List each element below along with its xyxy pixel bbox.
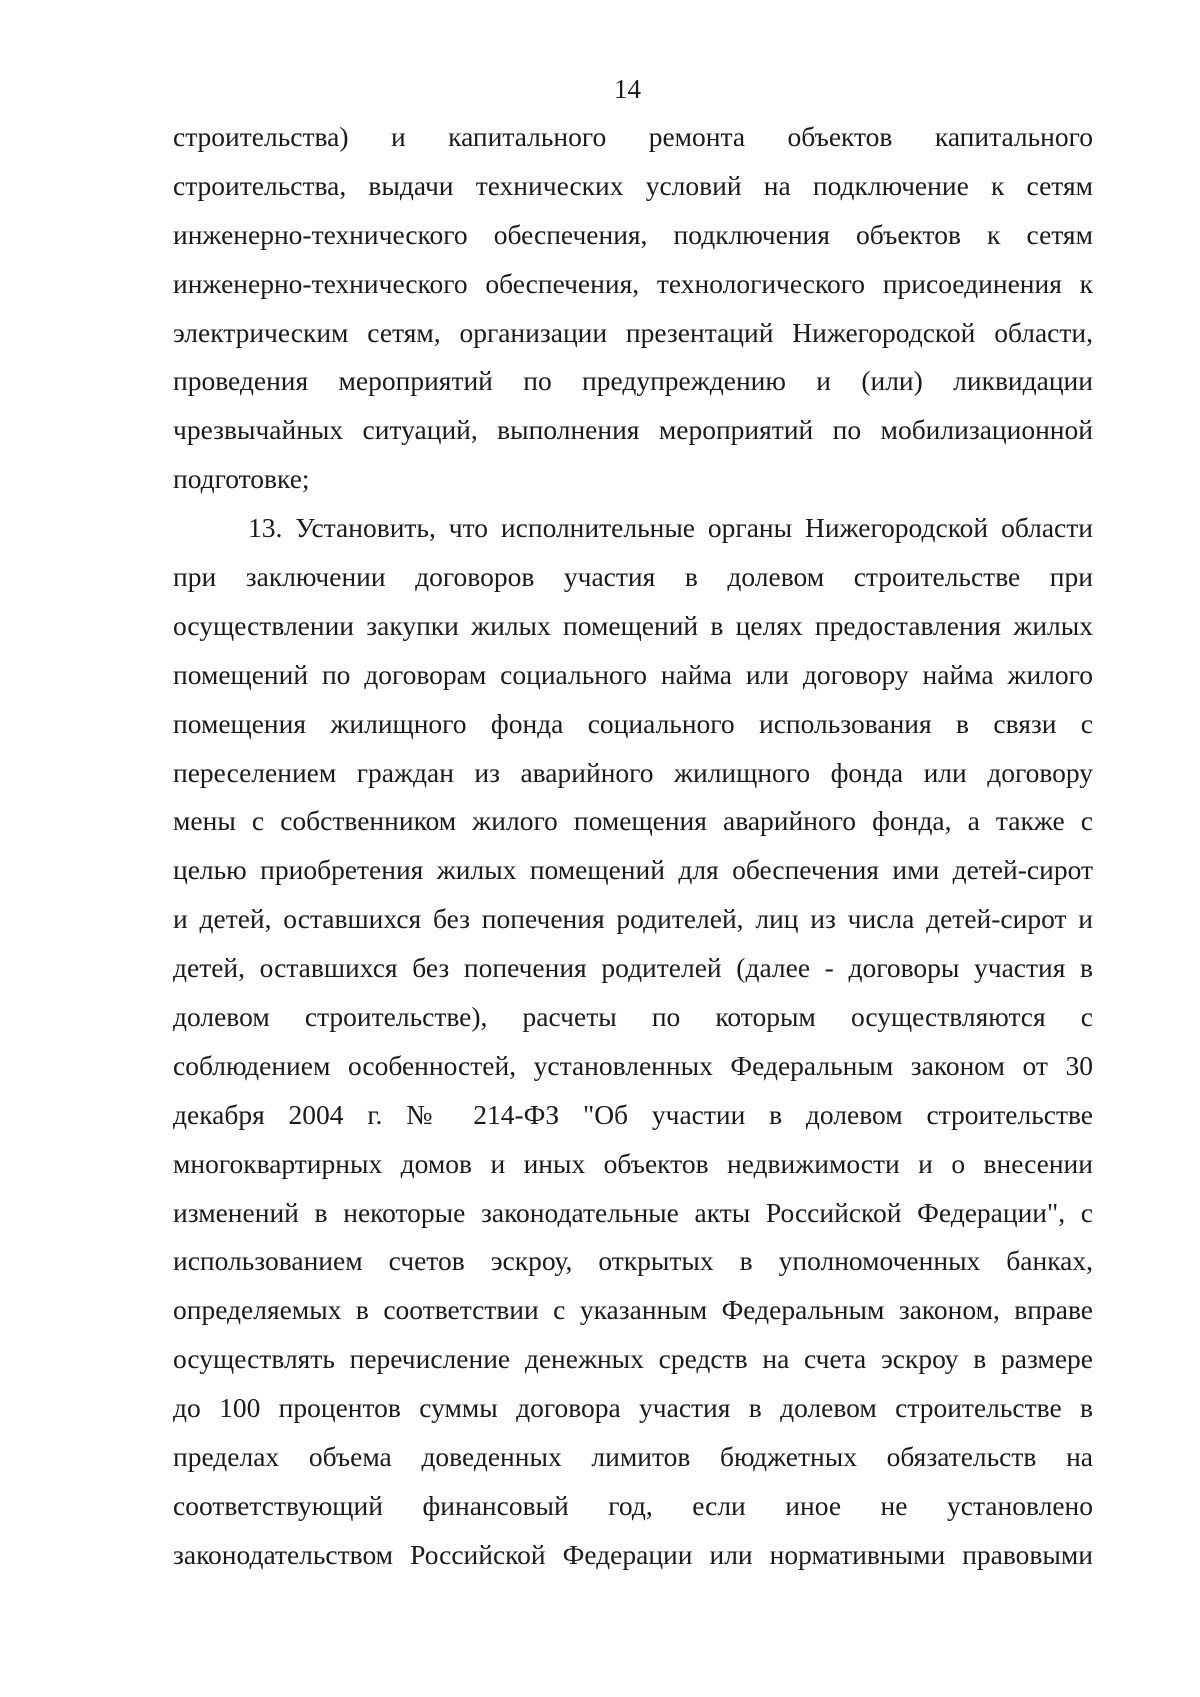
text-line: проведения мероприятий по предупреждению и (или) ликвидации xyxy=(173,365,1093,397)
text-line: соответствующий финансовый год, если иное не установлено xyxy=(173,1489,1093,1521)
text-line: пределах объема доведенных лимитов бюджетных обязательств на xyxy=(173,1441,1093,1473)
text-line: детей, оставшихся без попечения родителей (далее - договоры участия в xyxy=(173,952,1093,984)
text-line: использованием счетов эскроу, открытых в уполномоченных банках, xyxy=(173,1245,1093,1277)
text-line: помещения жилищного фонда социального использования в связи с xyxy=(173,707,1093,739)
text-line: осуществлении закупки жилых помещений в целях предоставления жилых xyxy=(173,609,1093,641)
text-line: инженерно-технического обеспечения, подключения объектов к сетям xyxy=(173,218,1093,250)
text-line: многоквартирных домов и иных объектов недвижимости и о внесении xyxy=(173,1147,1093,1179)
text-line: чрезвычайных ситуаций, выполнения мероприятий по мобилизационной xyxy=(173,414,1093,446)
text-line: декабря 2004 г. № 214-ФЗ "Об участии в долевом строительстве xyxy=(173,1098,1093,1130)
text-line: инженерно-технического обеспечения, технологического присоединения к xyxy=(173,267,1093,299)
text-line: до 100 процентов суммы договора участия в долевом строительстве в xyxy=(173,1392,1093,1424)
text-line: целью приобретения жилых помещений для обеспечения ими детей-сирот xyxy=(173,854,1093,886)
text-line: помещений по договорам социального найма или договору найма жилого xyxy=(173,658,1093,690)
text-line: строительства) и капитального ремонта объектов капитального xyxy=(173,121,1093,152)
text-line: и детей, оставшихся без попечения родителей, лиц из числа детей-сирот и xyxy=(173,903,1093,935)
text-line: строительства, выдачи технических условий на подключение к сетям xyxy=(173,169,1093,201)
text-line: при заключении договоров участия в долевом строительстве при xyxy=(173,561,1093,593)
text-line: определяемых в соответствии с указанным Федеральным законом, вправе xyxy=(173,1294,1093,1326)
page-number: 14 xyxy=(614,74,641,104)
text-line: законодательством Российской Федерации или нормативными правовыми xyxy=(173,1538,1093,1570)
text-line: осуществлять перечисление денежных средств на счета эскроу в размере xyxy=(173,1343,1093,1375)
paragraph-13-first-line: 13. Установить, что исполнительные органы Нижегородской области xyxy=(248,512,1093,544)
text-line: соблюдением особенностей, установленных Федеральным законом от 30 xyxy=(173,1049,1093,1081)
text-line: мены с собственником жилого помещения аварийного фонда, а также с xyxy=(173,805,1093,837)
text-line: электрическим сетям, организации презентаций Нижегородской области, xyxy=(173,316,1093,348)
text-line: подготовке; xyxy=(173,463,310,495)
text-line: изменений в некоторые законодательные акты Российской Федерации", с xyxy=(173,1196,1093,1228)
text-line: долевом строительстве), расчеты по которым осуществляются с xyxy=(173,1001,1093,1033)
document-body xyxy=(173,113,1093,1580)
text-line: переселением граждан из аварийного жилищного фонда или договору xyxy=(173,756,1093,788)
